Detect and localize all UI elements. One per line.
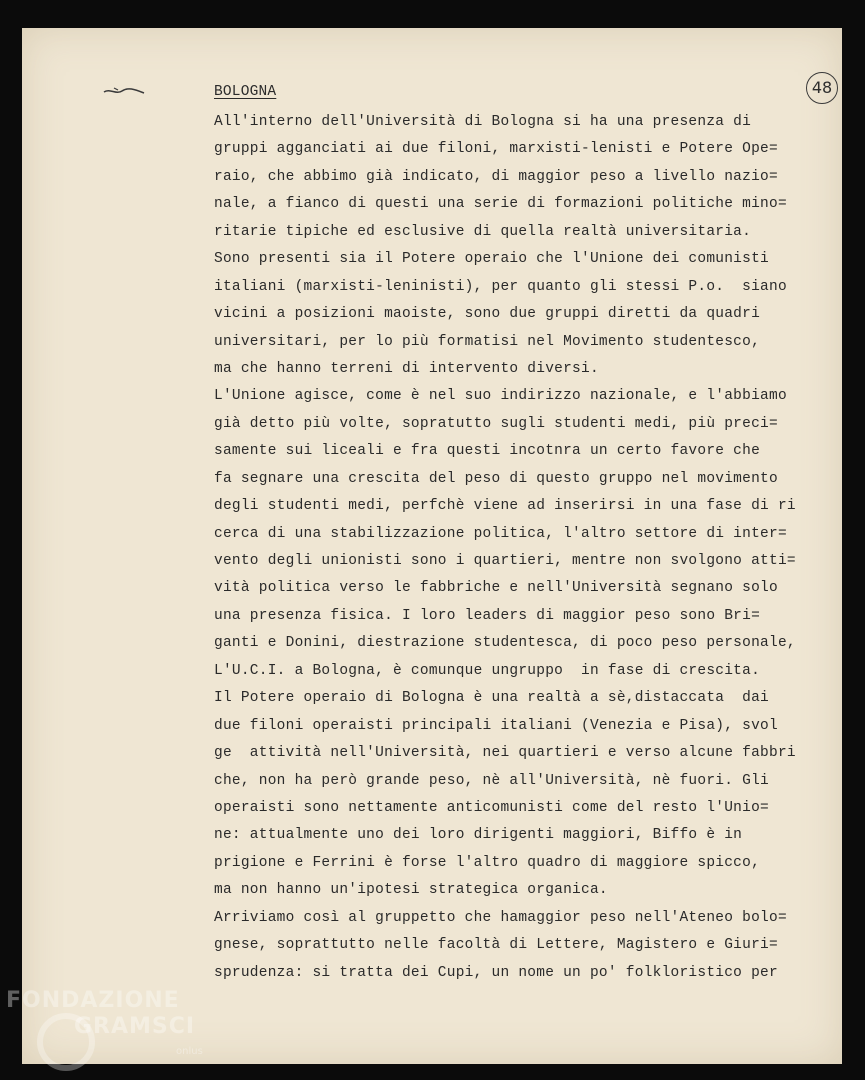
text-line: fa segnare una crescita del peso di questo gruppo nel movimento bbox=[214, 470, 778, 487]
text-line: L'U.C.I. a Bologna, è comunque ungruppo in fase di crescita. bbox=[214, 662, 761, 679]
text-line: prigione e Ferrini è forse l'altro quadro di maggiore spicco, bbox=[214, 854, 761, 871]
text-line: sprudenza: si tratta dei Cupi, un nome un po' folkloristico per bbox=[214, 964, 778, 981]
text-line: L'Unione agisce, come è nel suo indirizzo nazionale, e l'abbiamo bbox=[214, 388, 787, 405]
text-line: Sono presenti sia il Potere operaio che l'Unione dei comunisti bbox=[214, 251, 769, 268]
text-line: Il Potere operaio di Bologna è una realtà a sè,distaccata dai bbox=[214, 690, 769, 707]
text-line: gruppi agganciati ai due filoni, marxisti-lenisti e Potere Ope= bbox=[214, 141, 778, 158]
text-line: vicini a posizioni maoiste, sono due gruppi diretti da quadri bbox=[214, 306, 761, 323]
watermark-line1: FONDAZIONE bbox=[6, 988, 180, 1013]
text-line: italiani (marxisti-leninisti), per quanto gli stessi P.o. siano bbox=[214, 278, 787, 295]
text-line: universitari, per lo più formatisi nel Movimento studentesco, bbox=[214, 333, 761, 350]
text-line: ritarie tipiche ed esclusive di quella realtà universitaria. bbox=[214, 223, 752, 240]
typed-text-body bbox=[214, 109, 844, 987]
text-line: due filoni operaisti principali italiani (Venezia e Pisa), svol bbox=[214, 717, 778, 734]
text-line: nale, a fianco di questi una serie di formazioni politiche mino= bbox=[214, 196, 787, 213]
text-line: ganti e Donini, diestrazione studentesca, di poco peso personale, bbox=[214, 635, 796, 652]
text-line: vento degli unionisti sono i quartieri, mentre non svolgono atti= bbox=[214, 553, 796, 569]
fondazione-gramsci-watermark bbox=[4, 984, 224, 1074]
text-line: gnese, soprattutto nelle facoltà di Lettere, Magistero e Giuri= bbox=[214, 937, 778, 954]
pen-mark bbox=[102, 84, 146, 98]
page-number: 48 bbox=[806, 72, 838, 104]
text-line: vità politica verso le fabbriche e nell'Università segnano solo bbox=[214, 580, 778, 597]
text-line: samente sui liceali e fra questi incotnra un certo favore che bbox=[214, 443, 761, 460]
text-line: ne: attualmente uno dei loro dirigenti maggiori, Biffo è in bbox=[214, 827, 743, 844]
text-line: cerca di una stabilizzazione politica, l'altro settore di inter= bbox=[214, 525, 787, 542]
text-line: raio, che abbimo già indicato, di maggior peso a livello nazio= bbox=[214, 168, 778, 185]
text-line: All'interno dell'Università di Bologna si ha una presenza di bbox=[214, 114, 752, 130]
section-heading: BOLOGNA bbox=[214, 84, 277, 100]
text-line: una presenza fisica. I loro leaders di maggior peso sono Bri= bbox=[214, 607, 761, 624]
text-line: che, non ha però grande peso, nè all'Università, nè fuori. Gli bbox=[214, 772, 769, 789]
text-line: ge attività nell'Università, nei quartieri e verso alcune fabbri bbox=[214, 745, 796, 762]
text-line: ma che hanno terreni di intervento diversi. bbox=[214, 360, 599, 377]
watermark-line2: GRAMSCI bbox=[74, 1014, 196, 1039]
watermark-line3: onlus bbox=[176, 1046, 203, 1057]
text-line: operaisti sono nettamente anticomunisti come del resto l'Unio= bbox=[214, 799, 769, 816]
text-line: ma non hanno un'ipotesi strategica organica. bbox=[214, 882, 608, 899]
text-line: Arriviamo così al gruppetto che hamaggior peso nell'Ateneo bolo= bbox=[214, 909, 787, 926]
text-line: già detto più volte, sopratutto sugli studenti medi, più preci= bbox=[214, 415, 778, 432]
text-line: degli studenti medi, perfchè viene ad inserirsi in una fase di ri bbox=[214, 498, 796, 515]
